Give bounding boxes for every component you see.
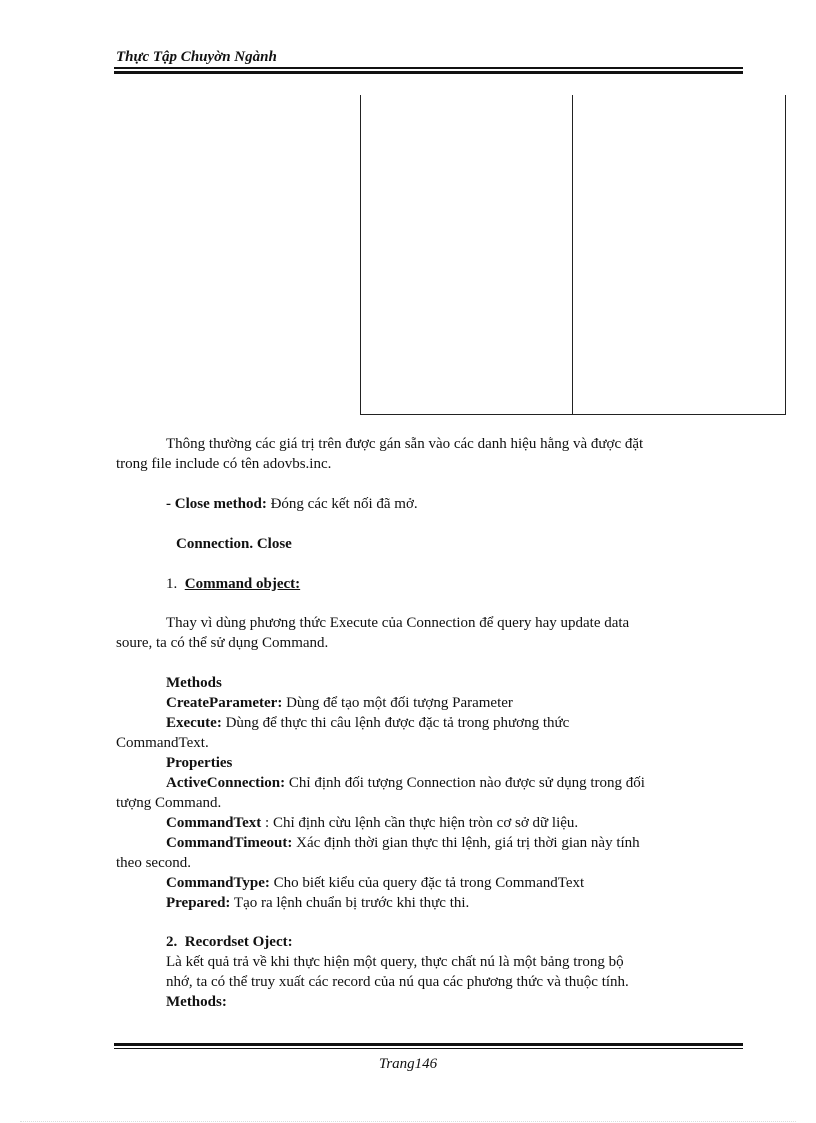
table-border-right xyxy=(785,95,786,415)
term-label: CommandTimeout: xyxy=(166,835,293,851)
term-continuation: theo second. xyxy=(116,855,191,871)
term-label: Prepared: xyxy=(166,895,231,911)
footer-rule-thin xyxy=(114,1048,743,1049)
paragraph-line: trong file include có tên adovbs.inc. xyxy=(116,456,332,472)
term-desc: : Chỉ định cừu lệnh cần thực hiện tròn cơ sở dữ liệu. xyxy=(261,815,579,831)
create-parameter-line xyxy=(166,693,513,713)
execute-line xyxy=(166,713,569,733)
methods-heading: Methods xyxy=(166,675,222,691)
paragraph-line: Là kết quả trả về khi thực hiện một query, thực chất nú là một bảng trong bộ xyxy=(166,954,624,970)
term-label: ActiveConnection: xyxy=(166,775,286,791)
term-label: CreateParameter: xyxy=(166,695,283,711)
close-method-line xyxy=(166,494,418,514)
term-continuation: tượng Command. xyxy=(116,795,222,811)
properties-heading: Properties xyxy=(166,755,233,771)
footer-rule-thick xyxy=(114,1043,743,1046)
term-desc: Dùng để thực thi câu lệnh được đặc tả trong phương thức xyxy=(221,715,570,731)
header-rule-thick xyxy=(114,71,743,74)
term-label: CommandText xyxy=(166,815,262,831)
page-number: Trang146 xyxy=(378,1056,438,1072)
section-number: 2. xyxy=(166,934,178,950)
section-number: 1. xyxy=(166,576,178,592)
term-label: CommandType: xyxy=(166,875,270,891)
connection-close-code: Connection. Close xyxy=(176,536,292,552)
paragraph-line: Thông thường các giá trị trên được gán sẵn vào các danh hiệu hằng và được đặt xyxy=(166,436,644,452)
table-border-left xyxy=(360,95,361,415)
section-heading-2 xyxy=(166,932,293,952)
term-desc: Cho biết kiểu của query đặc tả trong CommandText xyxy=(269,875,585,891)
page-bottom-edge xyxy=(20,1121,796,1122)
term-desc: Tạo ra lệnh chuẩn bị trước khi thực thi. xyxy=(230,895,470,911)
close-method-label: - Close method: xyxy=(166,496,267,512)
command-timeout-line xyxy=(166,833,640,853)
prepared-line xyxy=(166,893,469,913)
command-text-line xyxy=(166,813,578,833)
header-rule-thin xyxy=(114,67,743,69)
section-title: Recordset Oject: xyxy=(184,934,293,950)
section-heading-1 xyxy=(166,574,300,594)
term-desc: Xác định thời gian thực thi lệnh, giá trị thời gian này tính xyxy=(292,835,640,851)
command-type-line xyxy=(166,873,584,893)
methods-heading-2: Methods: xyxy=(166,994,227,1010)
table-fragment xyxy=(360,95,786,415)
term-continuation: CommandText. xyxy=(116,735,209,751)
table-border-middle xyxy=(572,95,573,415)
section-title: Command object: xyxy=(184,576,301,592)
paragraph-line: nhớ, ta có thể truy xuất các record của nú qua các phương thức và thuộc tính. xyxy=(166,974,629,990)
header-title: Thực Tập Chuyờn Ngành xyxy=(116,49,277,65)
active-connection-line xyxy=(166,773,645,793)
close-method-desc: Đóng các kết nối đã mở. xyxy=(266,496,418,512)
term-desc: Chỉ định đối tượng Connection nào được sử dụng trong đối xyxy=(285,775,645,791)
table-border-bottom xyxy=(360,414,786,415)
paragraph-line: soure, ta có thể sử dụng Command. xyxy=(116,635,329,651)
paragraph-line: Thay vì dùng phương thức Execute của Connection để query hay update data xyxy=(166,615,630,631)
term-desc: Dùng để tạo một đối tượng Parameter xyxy=(282,695,513,711)
term-label: Execute: xyxy=(166,715,222,731)
